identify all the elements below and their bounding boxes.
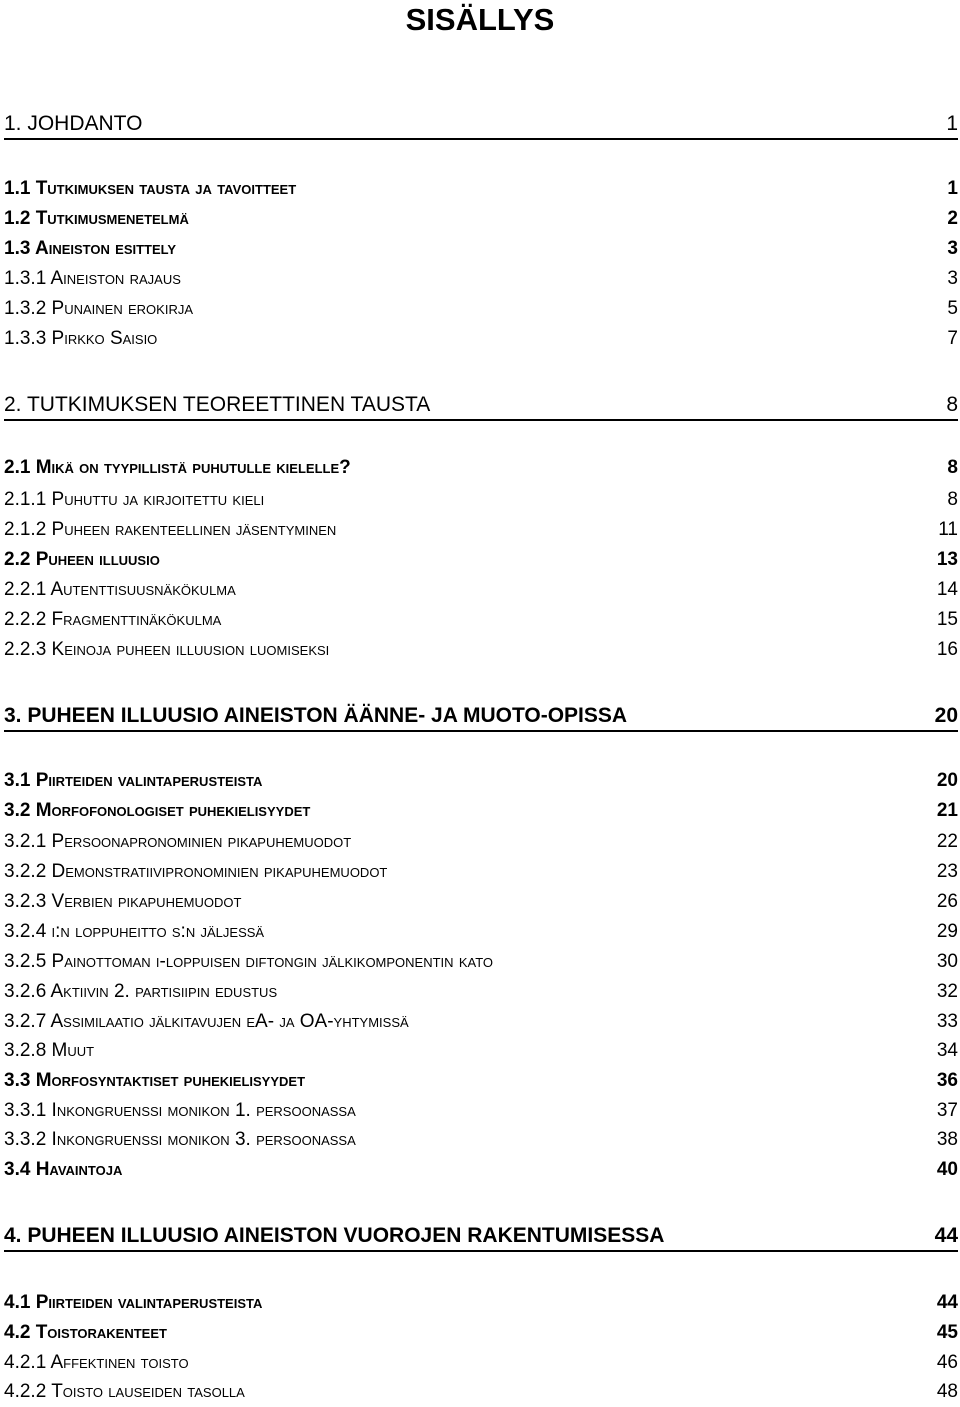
toc-entry-label: 3.2.5 Painottoman i-loppuisen diftongin jälkikomponentin kato [4, 951, 494, 972]
toc-entry [4, 485, 958, 515]
toc-entry-page-number: 40 [936, 1159, 958, 1180]
toc-entry-page-number: 46 [936, 1352, 958, 1373]
toc-leader-line [4, 419, 958, 421]
toc-entry-label: 3.2.8 Muut [4, 1040, 95, 1061]
toc-entry-page-number: 16 [936, 639, 958, 660]
toc-entry-label: 2.1.2 Puheen rakenteellinen jäsentyminen [4, 519, 337, 540]
toc-entry-label: 1.1 Tutkimuksen tausta ja tavoitteet [4, 178, 297, 199]
toc-entry-label: 3.4 Havaintoja [4, 1159, 123, 1180]
toc-entry-label: 4.1 Piirteiden valintaperusteista [4, 1292, 263, 1313]
toc-entry-page-number: 48 [936, 1381, 958, 1402]
toc-entry-page-number: 36 [936, 1070, 958, 1091]
toc-entry-label: 1.3.2 Punainen erokirja [4, 298, 194, 319]
toc-leader-line [4, 138, 958, 140]
toc-entry [4, 1220, 958, 1252]
toc-entry [4, 917, 958, 947]
toc-entry [4, 605, 958, 635]
toc-entry-page-number: 5 [947, 298, 958, 319]
toc-entry [4, 1036, 958, 1066]
toc-entry [4, 1125, 958, 1155]
toc-entry [4, 1377, 958, 1407]
toc-entry-page-number: 32 [936, 981, 958, 1002]
toc-entry-label: 2.2 Puheen illuusio [4, 549, 160, 570]
toc-entry-page-number: 21 [936, 800, 958, 821]
toc-entry [4, 1348, 958, 1378]
toc-entry [4, 515, 958, 545]
toc-entry-page-number: 20 [934, 704, 958, 727]
toc-entry-page-number: 26 [936, 891, 958, 912]
toc-entry-page-number: 20 [936, 770, 958, 791]
toc-entry [4, 1007, 958, 1037]
toc-entry-page-number: 1 [946, 112, 958, 135]
toc-entry [4, 977, 958, 1007]
toc-entry [4, 827, 958, 857]
toc-entry-page-number: 8 [947, 457, 958, 478]
toc-entry-page-number: 8 [947, 489, 958, 510]
toc-entry [4, 766, 958, 796]
toc-entry-page-number: 38 [936, 1129, 958, 1150]
toc-entry-page-number: 37 [936, 1100, 958, 1121]
toc-entry [4, 453, 958, 483]
toc-entry-label: 3. PUHEEN ILLUUSIO AINEISTON ÄÄNNE- JA MUOTO-OPISSA [4, 704, 628, 727]
toc-entry-label: 4.2 Toistorakenteet [4, 1322, 167, 1343]
toc-entry-page-number: 8 [946, 393, 958, 416]
toc-entry-label: 2.2.2 Fragmenttinäkökulma [4, 609, 222, 630]
toc-entry-page-number: 23 [936, 861, 958, 882]
toc-entry-label: 4.2.2 Toisto lauseiden tasolla [4, 1381, 245, 1402]
toc-entry [4, 857, 958, 887]
toc-entry-label: 3.2.2 Demonstratiivipronominien pikapuhemuodot [4, 861, 388, 882]
toc-entry [4, 108, 958, 140]
toc-entry-label: 2.2.3 Keinoja puheen illuusion luomiseksi [4, 639, 330, 660]
toc-entry-label: 2.1 Mikä on tyypillistä puhutulle kielelle? [4, 457, 351, 478]
toc-entry-label: 3.2.4 i:n loppuheitto s:n jäljessä [4, 921, 265, 942]
toc-entry-label: 3.1 Piirteiden valintaperusteista [4, 770, 263, 791]
toc-entry-page-number: 3 [947, 238, 958, 259]
toc-entry-label: 4.2.1 Affektinen toisto [4, 1352, 189, 1373]
toc-entry-page-number: 45 [936, 1322, 958, 1343]
toc-entry-label: 1.3.3 Pirkko Saisio [4, 328, 158, 349]
toc-entry-page-number: 44 [936, 1292, 958, 1313]
toc-entry-page-number: 1 [947, 178, 958, 199]
toc-entry-label: 3.2.7 Assimilaatio jälkitavujen eA- ja OA-yhtymissä [4, 1011, 409, 1032]
toc-entry-page-number: 14 [936, 579, 958, 600]
toc-entry-page-number: 13 [936, 549, 958, 570]
toc-entry [4, 700, 958, 732]
toc-entry-label: 3.2 Morfofonologiset puhekielisyydet [4, 800, 311, 821]
toc-entry [4, 389, 958, 421]
toc-entry [4, 204, 958, 234]
toc-entry-page-number: 11 [938, 519, 958, 540]
toc-entry [4, 324, 958, 354]
toc-entry-page-number: 44 [934, 1224, 958, 1247]
toc-entry [4, 887, 958, 917]
toc-entry [4, 1096, 958, 1126]
toc-entry [4, 545, 958, 575]
toc-entry-label: 3.3 Morfosyntaktiset puhekielisyydet [4, 1070, 306, 1091]
toc-entry-page-number: 29 [936, 921, 958, 942]
toc-entry-label: 2.2.1 Autenttisuusnäkökulma [4, 579, 236, 600]
toc-entry-label: 1. JOHDANTO [4, 112, 143, 135]
toc-entry [4, 575, 958, 605]
toc-leader-line [4, 1250, 958, 1252]
toc-entry-label: 4. PUHEEN ILLUUSIO AINEISTON VUOROJEN RAKENTUMISESSA [4, 1224, 665, 1247]
toc-entry-page-number: 7 [947, 328, 958, 349]
toc-leader-line [4, 730, 958, 732]
toc-entry [4, 294, 958, 324]
toc-entry [4, 264, 958, 294]
toc-entry-page-number: 30 [936, 951, 958, 972]
page-title: SISÄLLYS [405, 2, 555, 37]
toc-entry [4, 1066, 958, 1096]
toc-entry-page-number: 22 [936, 831, 958, 852]
toc-entry-label: 3.2.1 Persoonapronominien pikapuhemuodot [4, 831, 352, 852]
toc-entry-page-number: 2 [947, 208, 958, 229]
toc-entry [4, 1288, 958, 1318]
toc-entry [4, 796, 958, 826]
toc-entry [4, 947, 958, 977]
toc-entry-page-number: 15 [936, 609, 958, 630]
toc-entry-page-number: 33 [936, 1011, 958, 1032]
toc-entry [4, 1318, 958, 1348]
toc-entry-label: 3.3.2 Inkongruenssi monikon 3. persoonassa [4, 1129, 356, 1150]
toc-entry [4, 234, 958, 264]
toc-entry-label: 3.2.3 Verbien pikapuhemuodot [4, 891, 242, 912]
toc-entry-label: 1.3.1 Aineiston rajaus [4, 268, 181, 289]
toc-entry-label: 1.2 Tutkimusmenetelmä [4, 208, 189, 229]
toc-entry-label: 1.3 Aineiston esittely [4, 238, 177, 259]
toc-entry-label: 2. TUTKIMUKSEN TEOREETTINEN TAUSTA [4, 393, 431, 416]
toc-entry-page-number: 34 [936, 1040, 958, 1061]
toc-entry-label: 2.1.1 Puhuttu ja kirjoitettu kieli [4, 489, 265, 510]
toc-entry [4, 174, 958, 204]
toc-entry-label: 3.3.1 Inkongruenssi monikon 1. persoonassa [4, 1100, 356, 1121]
toc-entry-label: 3.2.6 Aktiivin 2. partisiipin edustus [4, 981, 278, 1002]
toc-entry [4, 635, 958, 665]
toc-entry-page-number: 3 [947, 268, 958, 289]
toc-entry [4, 1155, 958, 1185]
